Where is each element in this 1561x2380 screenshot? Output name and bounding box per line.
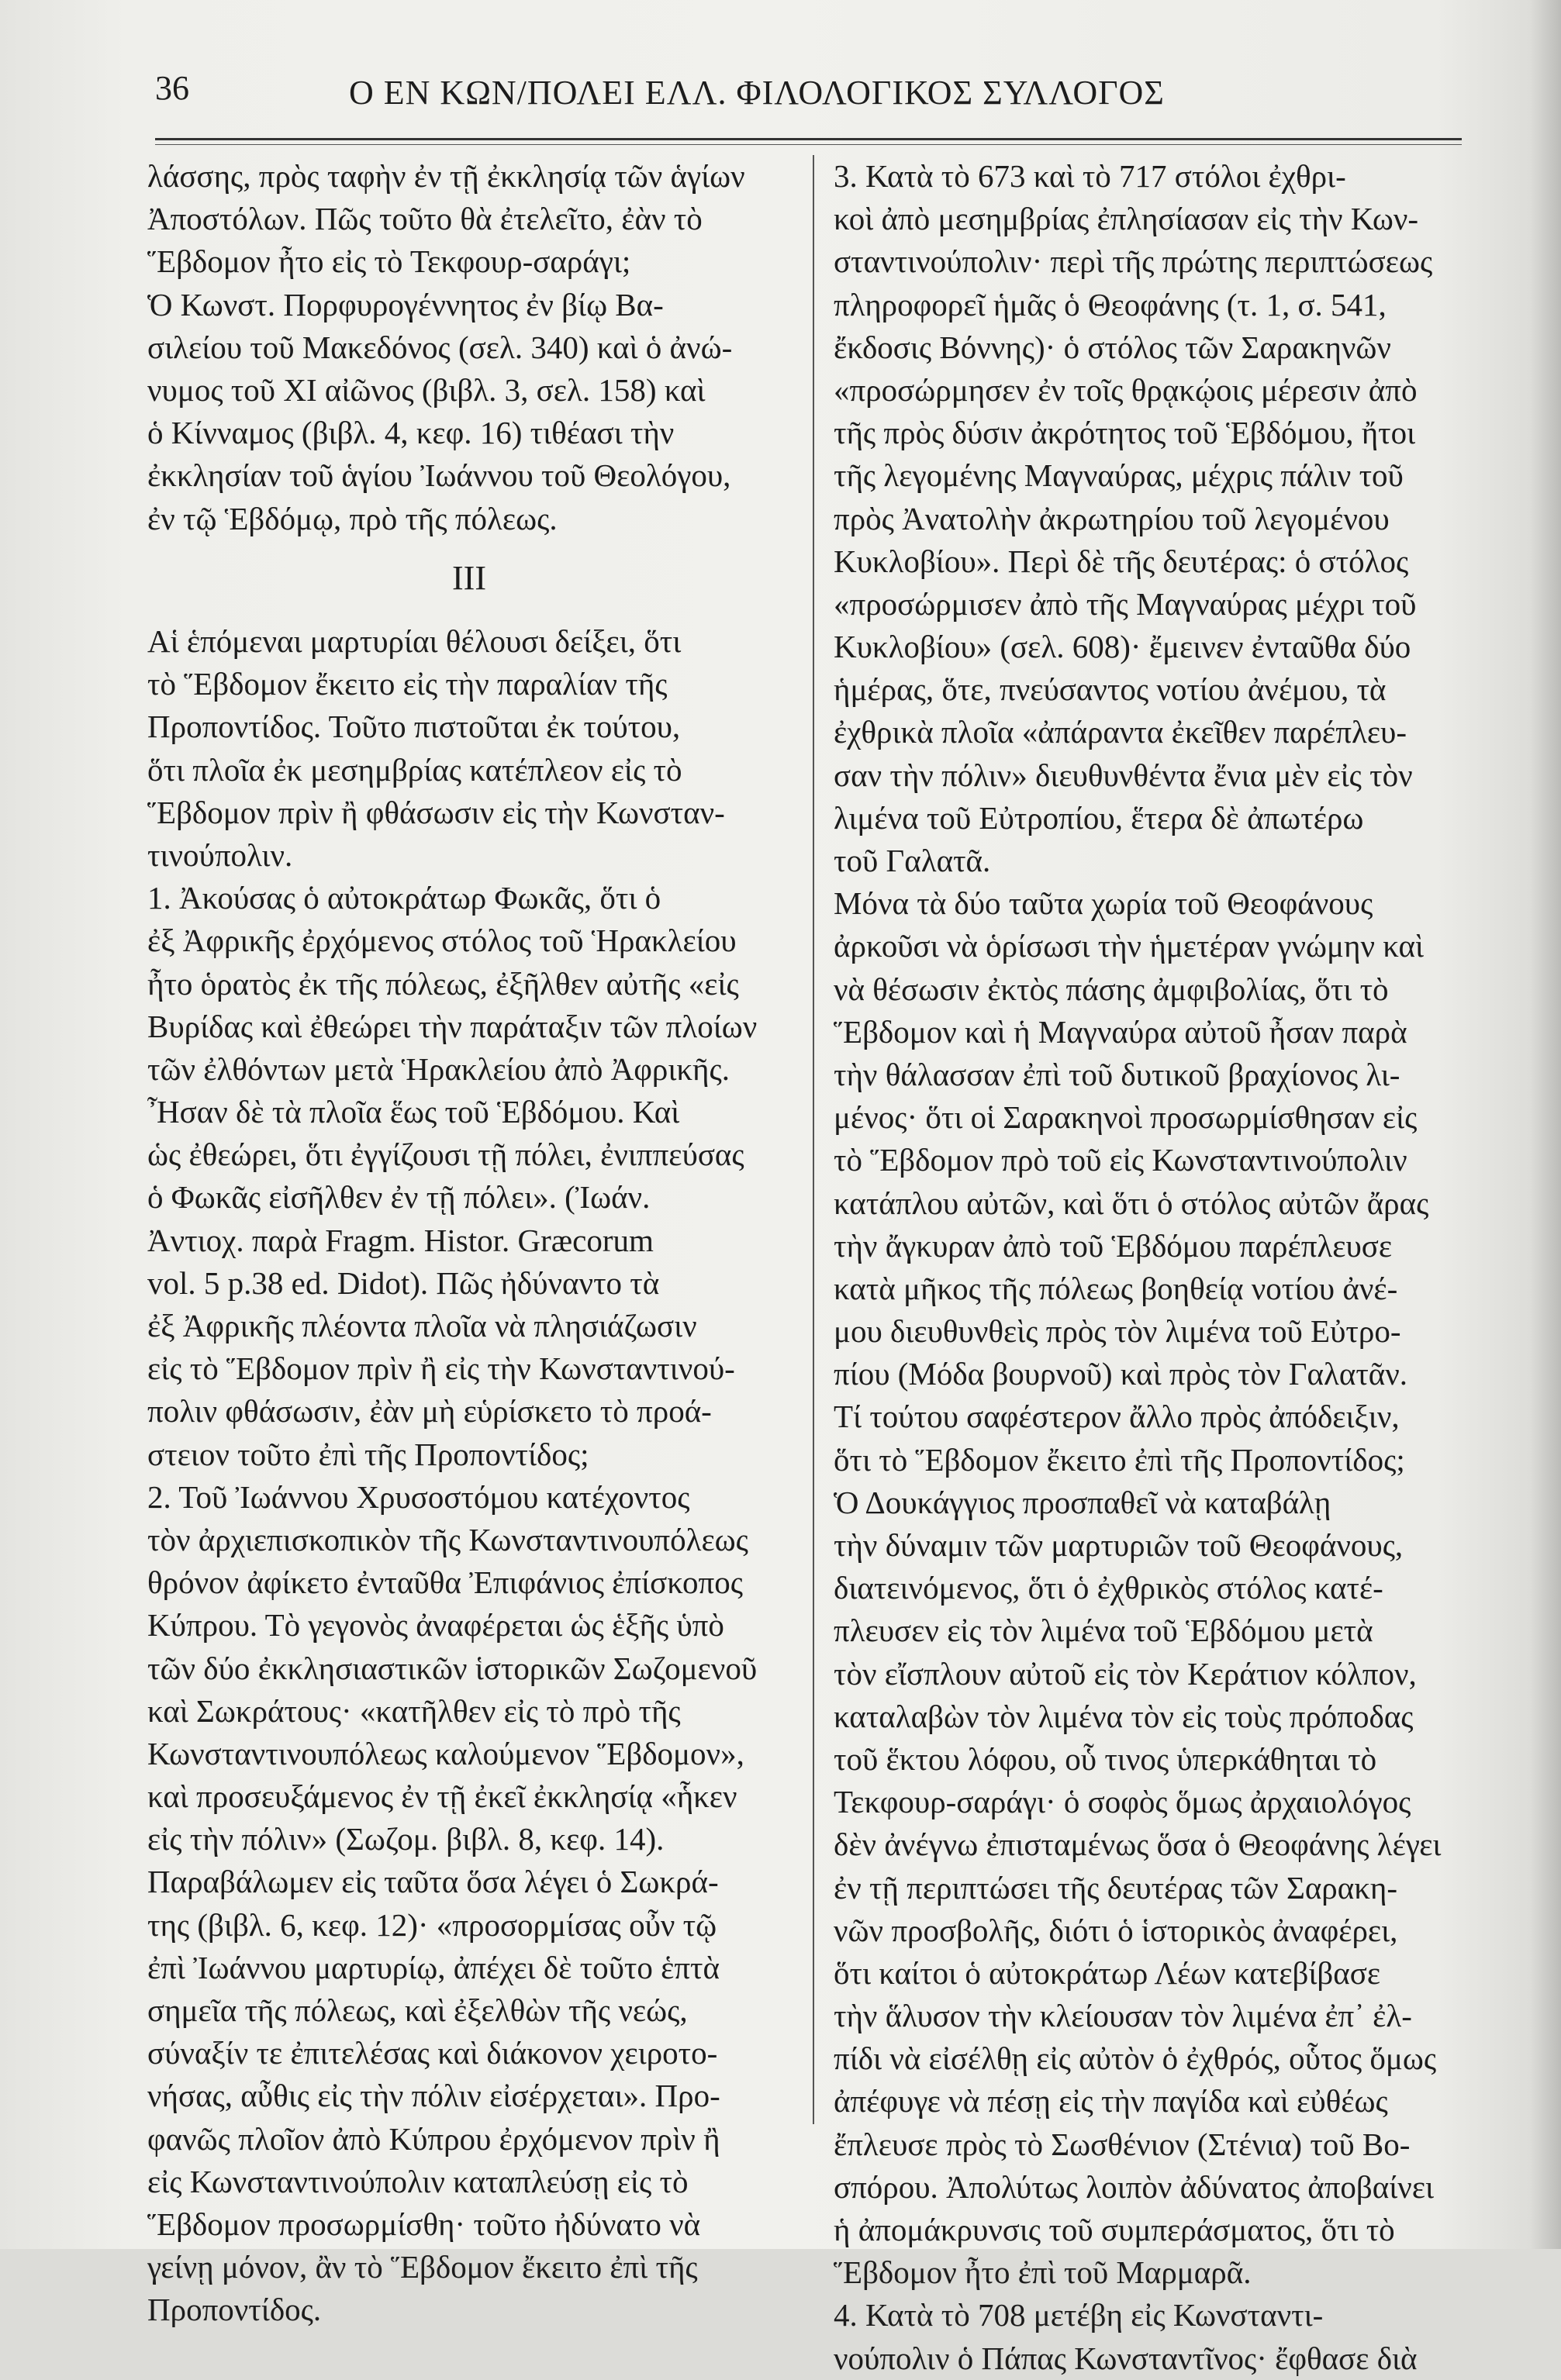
text-line: καταλαβὼν τὸν λιμένα τὸν εἰς τοὺς πρόποδας (834, 1698, 1414, 1734)
text-line: ἐξ Ἀφρικῆς ἐρχόμενος στόλος τοῦ Ἡρακλείου (147, 923, 737, 959)
text-line: ὁ Φωκᾶς εἰσῆλθεν ἐν τῇ πόλει». (Ἰωάν. (147, 1179, 651, 1216)
text-line: τῶν ἐλθόντων μετὰ Ἡρακλείου ἀπὸ Ἀφρικῆς. (147, 1050, 730, 1087)
text-line: λάσσης, πρὸς ταφὴν ἐν τῇ ἐκκλησίᾳ τῶν ἁγίων (147, 158, 745, 194)
text-line: κοὶ ἀπὸ μεσημβρίας ἐπλησίασαν εἰς τὴν Κων- (834, 201, 1419, 237)
text-line: εἰς τὴν πόλιν» (Σωζομ. βιβλ. 8, κεφ. 14). (147, 1821, 665, 1857)
running-title: Ο ΕΝ ΚΩΝ/ΠΟΛΕΙ ΕΛΛ. ΦΙΛΟΛΟΓΙΚΟΣ ΣΥΛΛΟΓΟΣ (349, 74, 1165, 112)
text-line: τῆς πρὸς δύσιν ἀκρότητος τοῦ Ἑβδόμου, ἤτοι (834, 415, 1416, 451)
text-line: σημεῖα τῆς πόλεως, καὶ ἐξελθὼν τῆς νεώς, (147, 1992, 688, 2028)
text-line: ἐκκλησίαν τοῦ ἁγίου Ἰωάννου τοῦ Θεολόγου, (147, 457, 731, 494)
text-line: Κυκλοβίου». Περὶ δὲ τῆς δευτέρας: ὁ στόλος (834, 543, 1409, 579)
text-line: Ὁ Δουκάγγιος προσπαθεῖ νὰ καταβάλῃ (834, 1484, 1331, 1520)
text-line: καὶ προσευξάμενος ἐν τῇ ἐκεῖ ἐκκλησίᾳ «ἧκεν (147, 1778, 737, 1815)
text-line: Κύπρου. Τὸ γεγονὸς ἀναφέρεται ὡς ἑξῆς ὑπὸ (147, 1607, 724, 1644)
text-line: θρόνον ἀφίκετο ἐνταῦθα Ἐπιφάνιος ἐπίσκοπος (147, 1564, 743, 1601)
text-line: εἰς τὸ Ἕβδομον πρὶν ἢ εἰς τὴν Κωνσταντινού- (147, 1350, 735, 1387)
text-line: Προποντίδος. Τοῦτο πιστοῦται ἐκ τούτου, (147, 709, 681, 745)
text-line: vol. 5 p.38 ed. Didot). Πῶς ἠδύναντο τὰ (147, 1264, 660, 1301)
text-line: Ἕβδομον ἦτο εἰς τὸ Τεκφουρ-σαράγι; (147, 243, 631, 280)
text-line: τινούπολιν. (147, 836, 293, 873)
text-line: 1. Ἀκούσας ὁ αὐτοκράτωρ Φωκᾶς, ὅτι ὁ (147, 880, 661, 916)
text-line: τοῦ Γαλατᾶ. (834, 843, 991, 878)
left-column-bottom (147, 620, 791, 2332)
text-line: Ἕβδομον προσωρμίσθη· τοῦτο ἠδύνατο νὰ (147, 2206, 701, 2242)
text-line: 4. Κατὰ τὸ 708 μετέβη εἰς Κωνσταντι- (834, 2297, 1324, 2333)
text-line: ὡς ἐθεώρει, ὅτι ἐγγίζουσι τῇ πόλει, ἐνιππεύσας (147, 1137, 744, 1173)
text-line: πολιν φθάσωσιν, ἐὰν μὴ εὑρίσκετο τὸ προά- (147, 1393, 712, 1430)
text-line: Ἕβδομον πρὶν ἢ φθάσωσιν εἰς τὴν Κωνσταν- (147, 794, 725, 830)
text-line: μένος· ὅτι οἱ Σαρακηνοὶ προσωρμίσθησαν εἰς (834, 1099, 1418, 1136)
text-line: Ὁ Κωνστ. Πορφυρογέννητος ἐν βίῳ Βα- (147, 286, 664, 323)
text-line: τὴν ἅλυσον τὴν κλείουσαν τὸν λιμένα ἐπ᾽ ἐλ- (834, 1998, 1412, 2034)
text-line: ἔπλευσε πρὸς τὸ Σωσθένιον (Στένια) τοῦ Βο- (834, 2126, 1411, 2162)
text-line: ὁ Κίνναμος (βιβλ. 4, κεφ. 16) τιθέασι τὴν (147, 415, 675, 451)
text-line: Κωνσταντινουπόλεως καλούμενον Ἕβδομον», (147, 1735, 744, 1771)
page-header (155, 68, 1318, 130)
text-line: μου διευθυνθεὶς πρὸς τὸν λιμένα τοῦ Εὐτρο- (834, 1313, 1401, 1350)
text-line: Ἀντιοχ. παρὰ Fragm. Histor. Græcorum (147, 1222, 654, 1258)
text-line: τὸν ἀρχιεπισκοπικὸν τῆς Κωνσταντινουπόλεως (147, 1521, 748, 1557)
text-line: τὸ Ἕβδομον ἔκειτο εἰς τὴν παραλίαν τῆς (147, 666, 668, 702)
text-line: ἐν τῇ περιπτώσει τῆς δευτέρας τῶν Σαρακη- (834, 1869, 1397, 1906)
text-line: 3. Κατὰ τὸ 673 καὶ τὸ 717 στόλοι ἐχθρι- (834, 158, 1346, 194)
text-line: ἐν τῷ Ἑβδόμῳ, πρὸ τῆς πόλεως. (147, 500, 558, 536)
text-line: ἀπέφυγε νὰ πέσῃ εἰς τὴν παγίδα καὶ εὐθέως (834, 2083, 1388, 2120)
text-line: Κυκλοβίου» (σελ. 608)· ἔμεινεν ἐνταῦθα δύο (834, 629, 1411, 665)
text-line: διατεινόμενος, ὅτι ὁ ἐχθρικὸς στόλος κατέ- (834, 1570, 1383, 1606)
text-line: σταντινούπολιν· περὶ τῆς πρώτης περιπτώσεως (834, 243, 1433, 280)
text-line: ἐξ Ἀφρικῆς πλέοντα πλοῖα νὰ πλησιάζωσιν (147, 1308, 697, 1343)
text-line: εἰς Κωνσταντινούπολιν καταπλεύσῃ εἰς τὸ (147, 2163, 689, 2199)
text-line: Ἦσαν δὲ τὰ πλοῖα ἕως τοῦ Ἑβδόμου. Καὶ (147, 1094, 680, 1130)
text-line: ἡ ἀπομάκρυνσις τοῦ συμπεράσματος, ὅτι τὸ (834, 2212, 1395, 2247)
text-line: ἐπὶ Ἰωάννου μαρτυρίῳ, ἀπέχει δὲ τοῦτο ἑπτὰ (147, 1949, 720, 1985)
page-edge-shadow (1530, 0, 1561, 2249)
header-rule (155, 138, 1462, 140)
text-line: ἐχθρικὰ πλοῖα «ἀπάραντα ἐκεῖθεν παρέπλευ- (834, 714, 1407, 750)
text-line: 2. Τοῦ Ἰωάννου Χρυσοστόμου κατέχοντος (147, 1478, 690, 1515)
text-line: νῶν προσβολῆς, διότι ὁ ἱστορικὸς ἀναφέρει, (834, 1912, 1398, 1948)
text-line: κατὰ μῆκος τῆς πόλεως βοηθείᾳ νοτίου ἀνέ- (834, 1270, 1398, 1306)
text-line: νήσας, αὖθις εἰς τὴν πόλιν εἰσέρχεται». Προ- (147, 2078, 720, 2114)
text-line: ἡμέρας, ὅτε, πνεύσαντος νοτίου ἀνέμου, τὰ (834, 671, 1387, 708)
text-line: νὰ θέσωσιν ἐκτὸς πάσης ἀμφιβολίας, ὅτι τὸ (834, 971, 1389, 1007)
text-line: ὅτι πλοῖα ἐκ μεσημβρίας κατέπλεον εἰς τὸ (147, 751, 682, 788)
text-line: τοῦ ἕκτου λόφου, οὗ τινος ὑπερκάθηται τὸ (834, 1740, 1377, 1777)
text-line: πίδι νὰ εἰσέλθῃ εἰς αὐτὸν ὁ ἐχθρός, οὗτος ὅμως (834, 2040, 1437, 2077)
text-line: της (βιβλ. 6, κεφ. 12)· «προσορμίσας οὖν τῷ (147, 1906, 717, 1943)
text-line: καὶ Σωκράτους· «κατῆλθεν εἰς τὸ πρὸ τῆς (147, 1692, 681, 1729)
text-line: Προποντίδος. (147, 2292, 322, 2328)
section-heading: III (452, 559, 486, 597)
text-line: φανῶς πλοῖον ἀπὸ Κύπρου ἐρχόμενον πρὶν ἢ (147, 2120, 720, 2157)
column-divider (813, 155, 814, 2124)
text-line: πρὸς Ἀνατολὴν ἀκρωτηρίου τοῦ λεγομένου (834, 500, 1390, 536)
text-line: τὸν εἴσπλουν αὐτοῦ εἰς τὸν Κεράτιον κόλπον, (834, 1655, 1417, 1692)
text-line: δὲν ἀνέγνω ἐπισταμένως ὅσα ὁ Θεοφάνης λέγει (834, 1826, 1442, 1863)
text-line: νυμος τοῦ XI αἰῶνος (βιβλ. 3, σελ. 158) καὶ (147, 371, 706, 408)
text-line: Αἱ ἑπόμεναι μαρτυρίαι θέλουσι δείξει, ὅτι (147, 623, 682, 659)
text-line: γείνῃ μόνον, ἂν τὸ Ἕβδομον ἔκειτο ἐπὶ τῆς (147, 2249, 698, 2285)
text-line: σπόρου. Ἀπολύτως λοιπὸν ἀδύνατος ἀποβαίνει (834, 2168, 1435, 2205)
text-line: πλευσεν εἰς τὸν λιμένα τοῦ Ἑβδόμου μετὰ (834, 1613, 1373, 1649)
text-line: πίου (Μόδα βουρνοῦ) καὶ πρὸς τὸν Γαλατᾶν. (834, 1356, 1408, 1392)
text-line: Παραβάλωμεν εἰς ταῦτα ὅσα λέγει ὁ Σωκρά- (147, 1864, 719, 1900)
text-line: σαν τὴν πόλιν» διευθυνθέντα ἔνια μὲν εἰς τὸν (834, 757, 1413, 793)
left-column-top (147, 155, 791, 540)
text-line: Ἀποστόλων. Πῶς τοῦτο θὰ ἐτελεῖτο, ἐὰν τὸ (147, 201, 703, 237)
text-line: ὅτι καίτοι ὁ αὐτοκράτωρ Λέων κατεβίβασε (834, 1954, 1381, 1991)
text-line: τὸ Ἕβδομον πρὸ τοῦ εἰς Κωνσταντινούπολιν (834, 1142, 1407, 1178)
text-line: πληροφορεῖ ἡμᾶς ὁ Θεοφάνης (τ. 1, σ. 541, (834, 286, 1387, 323)
text-line: τῶν δύο ἐκκλησιαστικῶν ἱστορικῶν Σωζομενοῦ (147, 1650, 758, 1686)
text-line: ὅτι τὸ Ἕβδομον ἔκειτο ἐπὶ τῆς Προποντίδος; (834, 1441, 1405, 1478)
text-line: ἔκδοσις Βόννης)· ὁ στόλος τῶν Σαρακηνῶν (834, 329, 1391, 365)
text-line: Τεκφουρ-σαράγι· ὁ σοφὸς ὅμως ἀρχαιολόγος (834, 1784, 1411, 1820)
text-line: τὴν θάλασσαν ἐπὶ τοῦ δυτικοῦ βραχίονος λι- (834, 1056, 1400, 1092)
text-line: τὴν ἄγκυραν ἀπὸ τοῦ Ἑβδόμου παρέπλευσε (834, 1227, 1393, 1264)
page-number: 36 (155, 69, 189, 107)
text-line: σύναξίν τε ἐπιτελέσας καὶ διάκονον χειροτο- (147, 2035, 718, 2071)
text-line: Ἕβδομον καὶ ἡ Μαγναύρα αὐτοῦ ἦσαν παρὰ (834, 1013, 1407, 1050)
right-column (834, 155, 1469, 2380)
text-line: «προσώρμισεν ἀπὸ τῆς Μαγναύρας μέχρι τοῦ (834, 585, 1417, 622)
text-line: Ἕβδομον ἦτο ἐπὶ τοῦ Μαρμαρᾶ. (834, 2254, 1252, 2291)
text-line: τὴν δύναμιν τῶν μαρτυριῶν τοῦ Θεοφάνους, (834, 1527, 1404, 1563)
header-rule-thin (155, 144, 1462, 145)
text-line: «προσώρμησεν ἐν τοῖς θρᾳκῴοις μέρεσιν ἀπὸ (834, 371, 1418, 408)
text-line: Μόνα τὰ δύο ταῦτα χωρία τοῦ Θεοφάνους (834, 885, 1373, 922)
text-line: ἦτο ὁρατὸς ἐκ τῆς πόλεως, ἐξῆλθεν αὐτῆς «εἰς (147, 965, 739, 1002)
text-line: Βυρίδας καὶ ἐθεώρει τὴν παράταξιν τῶν πλοίων (147, 1008, 758, 1044)
text-line: νούπολιν ὁ Πάπας Κωνσταντῖνος· ἔφθασε διὰ (834, 2340, 1418, 2376)
text-line: στειον τοῦτο ἐπὶ τῆς Προποντίδος; (147, 1436, 589, 1472)
text-line: λιμένα τοῦ Εὐτροπίου, ἕτερα δὲ ἀπωτέρω (834, 799, 1364, 836)
text-line: σιλείου τοῦ Μακεδόνος (σελ. 340) καὶ ὁ ἀνώ- (147, 329, 733, 365)
text-line: Τί τούτου σαφέστερον ἄλλο πρὸς ἀπόδειξιν, (834, 1399, 1400, 1435)
text-line: τῆς λεγομένης Μαγναύρας, μέχρις πάλιν τοῦ (834, 457, 1404, 494)
text-line: ἀρκοῦσι νὰ ὁρίσωσι τὴν ἡμετέραν γνώμην καὶ (834, 928, 1425, 964)
text-line: κατάπλου αὐτῶν, καὶ ὅτι ὁ στόλος αὐτῶν ἄρας (834, 1185, 1429, 1221)
